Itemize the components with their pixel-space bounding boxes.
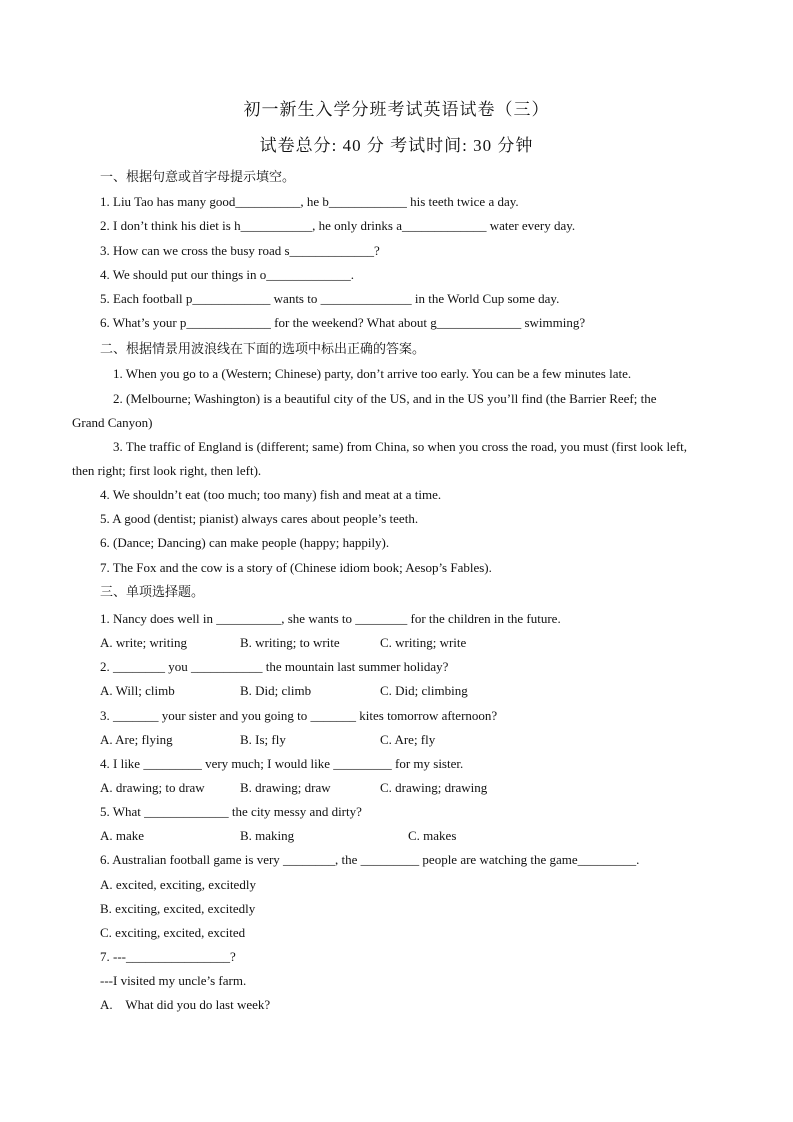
question-stem: 5. What _____________ the city messy and dirty? [100,804,362,819]
option-b: B. Is; fly [240,732,286,747]
option-a: A. excited, exciting, excitedly [100,877,256,892]
section-1-item: 1. Liu Tao has many good__________, he b____________ his teeth twice a day. [100,194,519,209]
option-c: C. drawing; drawing [380,780,488,795]
section-2-line: 2. (Melbourne; Washington) is a beautiful city of the US, and in the US you’ll find (the Barrier Reef; the [113,391,657,406]
option-b: B. writing; to write [240,635,340,650]
dialogue-reply: ---I visited my uncle’s farm. [100,973,247,988]
option-a: A. Are; flying [100,732,173,747]
section-2-line: 3. The traffic of England is (different; same) from China, so when you cross the road, you must (first look left, [113,439,688,454]
section-1-item: 4. We should put our things in o_____________. [100,267,355,282]
section-2-line: 7. The Fox and the cow is a story of (Chinese idiom book; Aesop’s Fables). [100,560,492,575]
option-a: A. write; writing [100,635,188,650]
section-1-item: 6. What’s your p_____________ for the weekend? What about g_____________ swimming? [100,315,586,330]
option-a: A. Will; climb [100,683,175,698]
option-c: C. makes [408,828,457,843]
section-3-heading: 三、单项选择题。 [100,584,205,599]
section-1-item: 5. Each football p____________ wants to ______________ in the World Cup some day. [100,291,560,306]
section-2-line: then right; first look right, then left). [72,463,262,478]
option-a: A. make [100,828,145,843]
question-stem: 7. ---________________? [100,949,236,964]
section-2-heading: 二、根据情景用波浪线在下面的选项中标出正确的答案。 [100,341,426,356]
option-b: B. drawing; draw [240,780,331,795]
option-c: C. exciting, excited, excited [100,925,246,940]
option-b: B. Did; climb [240,683,312,698]
question-stem: 6. Australian football game is very ________, the _________ people are watching the game_________. [100,852,640,867]
exam-title: 初一新生入学分班考试英语试卷（三） [243,100,550,119]
question-stem: 2. ________ you ___________ the mountain last summer holiday? [100,659,449,674]
section-2-line: 1. When you go to a (Western; Chinese) party, don’t arrive too early. You can be a few minutes late. [113,366,632,381]
option-c: C. writing; write [380,635,467,650]
section-2-line: Grand Canyon) [72,415,153,430]
section-2-line: 4. We shouldn’t eat (too much; too many) fish and meat at a time. [100,487,442,502]
section-1-heading: 一、根据句意或首字母提示填空。 [100,169,296,184]
section-1-item: 2. I don’t think his diet is h___________, he only drinks a_____________ water every day. [100,218,576,233]
question-stem: 1. Nancy does well in __________, she wants to ________ for the children in the future. [100,611,561,626]
question-stem: 4. I like _________ very much; I would like _________ for my sister. [100,756,464,771]
option-b: B. exciting, excited, excitedly [100,901,256,916]
option-c: C. Did; climbing [380,683,468,698]
section-2-line: 5. A good (dentist; pianist) always cares about people’s teeth. [100,511,419,526]
option-a: A. What did you do last week? [100,997,271,1012]
section-2-line: 6. (Dance; Dancing) can make people (happy; happily). [100,535,390,550]
option-b: B. making [240,828,295,843]
exam-score-time: 试卷总分: 40 分 考试时间: 30 分钟 [259,136,534,155]
option-a: A. drawing; to draw [100,780,205,795]
option-c: C. Are; fly [380,732,436,747]
section-1-item: 3. How can we cross the busy road s_____________? [100,243,380,258]
question-stem: 3. _______ your sister and you going to _______ kites tomorrow afternoon? [100,708,498,723]
